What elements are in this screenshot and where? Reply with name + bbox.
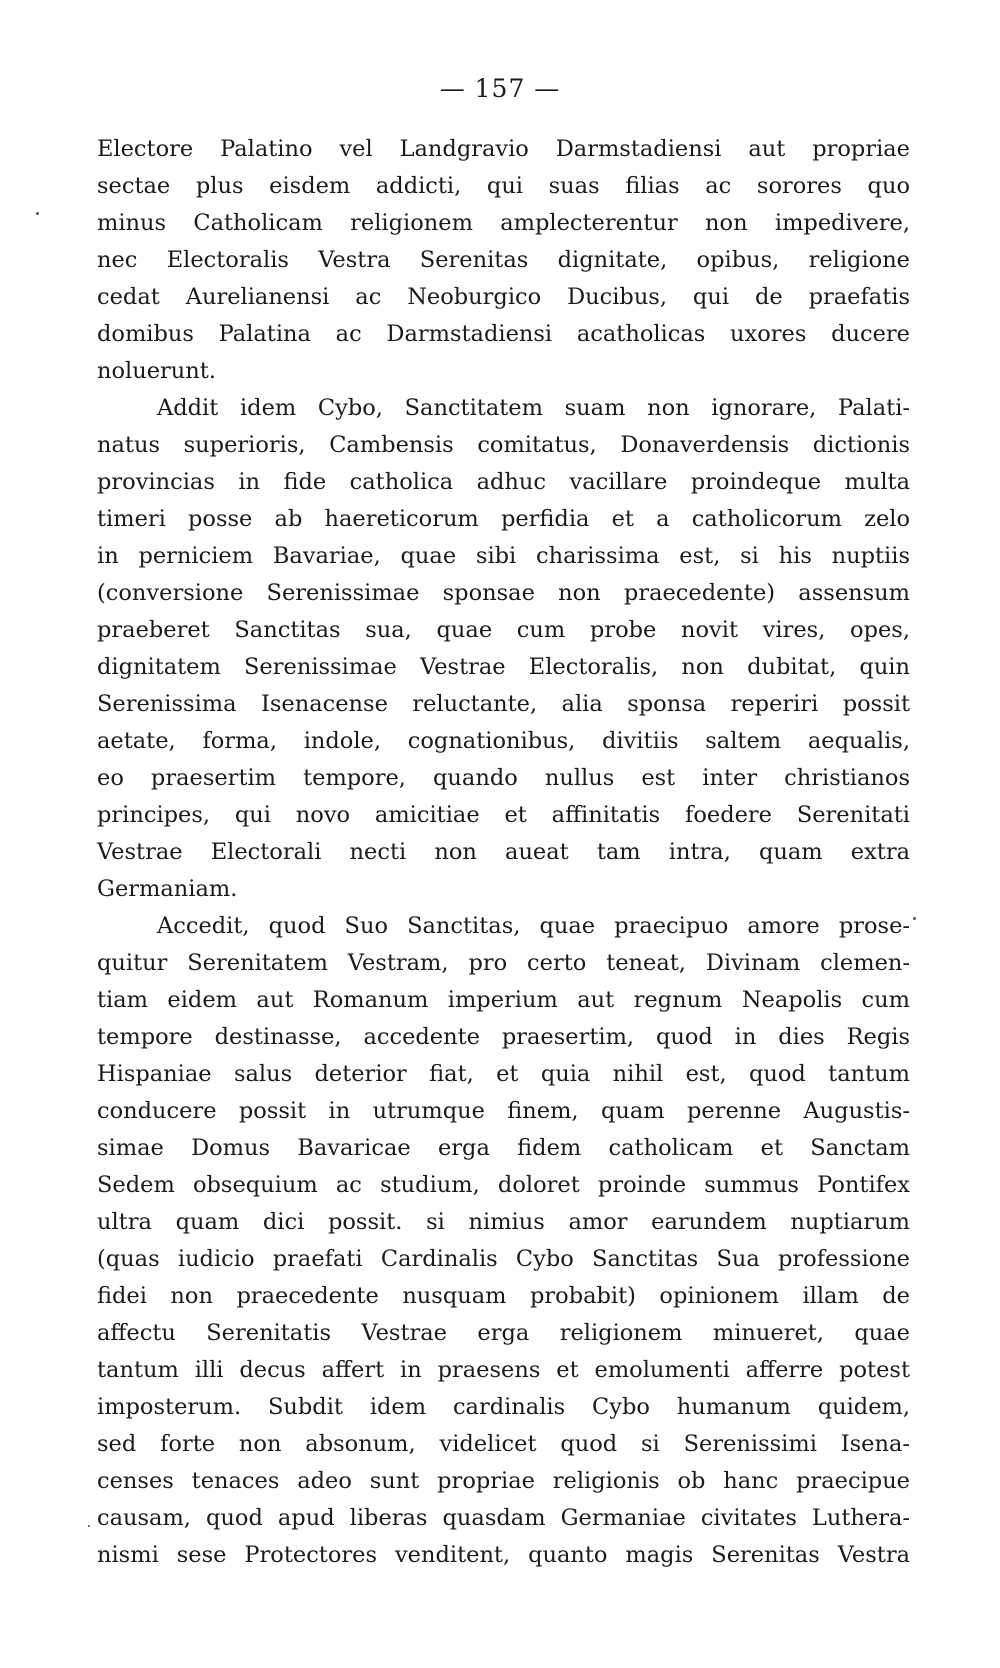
- text-line: nec Electoralis Vestra Serenitas dignitate, opibus, religione: [97, 247, 910, 273]
- text-line: imposterum. Subdit idem cardinalis Cybo humanum quidem,: [97, 1394, 910, 1420]
- text-line: tiam eidem aut Romanum imperium aut regnum Neapolis cum: [97, 987, 910, 1013]
- text-line: in perniciem Bavariae, quae sibi charissima est, si his nuptiis: [97, 543, 910, 569]
- text-line: Germaniam.: [97, 876, 238, 902]
- text-line: eo praesertim tempore, quando nullus est inter christianos: [97, 765, 910, 791]
- text-line: causam, quod apud liberas quasdam Germaniae civitates Luthera-: [97, 1505, 910, 1531]
- text-line: fidei non praecedente nusquam probabit) opinionem illam de: [97, 1283, 910, 1309]
- text-line: conducere possit in utrumque finem, quam perenne Augustis-: [97, 1098, 910, 1124]
- text-line: noluerunt.: [97, 358, 216, 384]
- text-line: affectu Serenitatis Vestrae erga religionem minueret, quae: [97, 1320, 910, 1346]
- text-line: principes, qui novo amicitiae et affinitatis foedere Serenitati: [97, 802, 910, 828]
- text-line: minus Catholicam religionem amplecterentur non impedivere,: [97, 210, 910, 236]
- paragraph-start-line: Addit idem Cybo, Sanctitatem suam non ignorare, Palati-: [157, 395, 910, 421]
- text-line: praeberet Sanctitas sua, quae cum probe novit vires, opes,: [97, 617, 910, 643]
- text-line: domibus Palatina ac Darmstadiensi acatholicas uxores ducere: [97, 321, 910, 347]
- scan-speck: [88, 1525, 90, 1527]
- text-line: provincias in fide catholica adhuc vacillare proindeque multa: [97, 469, 910, 495]
- text-line: sed forte non absonum, videlicet quod si Serenissimi Isena-: [97, 1431, 910, 1457]
- text-line: cedat Aurelianensi ac Neoburgico Ducibus, qui de praefatis: [97, 284, 910, 310]
- scan-speck: [36, 212, 39, 215]
- text-line: timeri posse ab haereticorum perfidia et a catholicorum zelo: [97, 506, 910, 532]
- text-line: simae Domus Bavaricae erga fidem catholicam et Sanctam: [97, 1135, 910, 1161]
- text-line: Serenissima Isenacense reluctante, alia sponsa reperiri possit: [97, 691, 910, 717]
- body-text: [97, 131, 910, 1574]
- text-line: aetate, forma, indole, cognationibus, divitiis saltem aequalis,: [97, 728, 910, 754]
- text-line: (conversione Serenissimae sponsae non praecedente) assensum: [97, 580, 910, 606]
- scan-speck: [913, 917, 916, 920]
- text-line: tempore destinasse, accedente praesertim, quod in dies Regis: [97, 1024, 910, 1050]
- text-line: Electore Palatino vel Landgravio Darmstadiensi aut propriae: [97, 136, 910, 162]
- text-line: quitur Serenitatem Vestram, pro certo teneat, Divinam clemen-: [97, 950, 910, 976]
- text-line: (quas iudicio praefati Cardinalis Cybo Sanctitas Sua professione: [97, 1246, 910, 1272]
- text-line: tantum illi decus affert in praesens et emolumenti afferre potest: [97, 1357, 910, 1383]
- text-line: ultra quam dici possit. si nimius amor earundem nuptiarum: [97, 1209, 910, 1235]
- page-number: — 157 —: [439, 74, 561, 103]
- text-line: natus superioris, Cambensis comitatus, Donaverdensis dictionis: [97, 432, 910, 458]
- text-line: dignitatem Serenissimae Vestrae Electoralis, non dubitat, quin: [97, 654, 910, 680]
- text-line: Hispaniae salus deterior fiat, et quia nihil est, quod tantum: [97, 1061, 910, 1087]
- paragraph-start-line: Accedit, quod Suo Sanctitas, quae praecipuo amore prose-: [157, 913, 910, 939]
- text-line: Sedem obsequium ac studium, doloret proinde summus Pontifex: [97, 1172, 910, 1198]
- text-line: Vestrae Electorali necti non aueat tam intra, quam extra: [97, 839, 910, 865]
- text-line: nismi sese Protectores venditent, quanto magis Serenitas Vestra: [97, 1542, 910, 1568]
- text-line: sectae plus eisdem addicti, qui suas filias ac sorores quo: [97, 173, 910, 199]
- text-line: censes tenaces adeo sunt propriae religionis ob hanc praecipue: [97, 1468, 910, 1494]
